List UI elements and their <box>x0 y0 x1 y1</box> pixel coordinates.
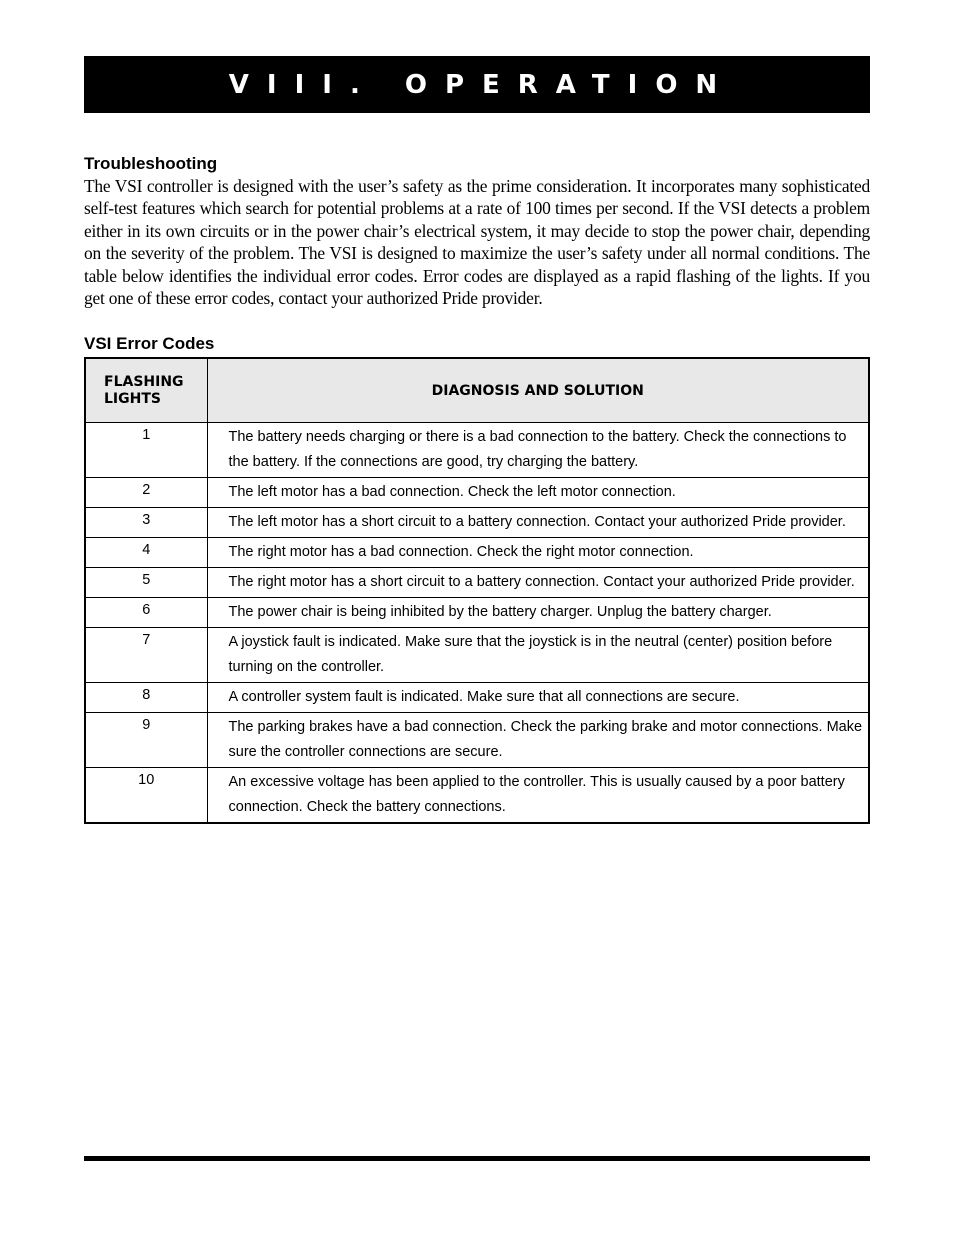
diagnosis-text: A controller system fault is indicated. Make sure that all connections are secure. <box>207 683 869 713</box>
table-row <box>85 628 869 683</box>
flash-count-cell <box>85 568 207 598</box>
flash-count: 10 <box>138 772 155 788</box>
footer-rule <box>84 1156 870 1161</box>
flash-count: 8 <box>142 687 151 703</box>
table-row <box>85 768 869 824</box>
flash-count: 6 <box>142 602 151 618</box>
flash-count-cell <box>85 683 207 713</box>
flash-count-cell <box>85 628 207 683</box>
diagnosis-text: The power chair is being inhibited by the battery charger. Unplug the battery charger. <box>207 598 869 628</box>
section-banner <box>84 56 870 113</box>
flash-count-cell <box>85 768 207 824</box>
table-row <box>85 423 869 478</box>
column-header-diagnosis: DIAGNOSIS AND SOLUTION <box>207 358 869 423</box>
table-row <box>85 478 869 508</box>
flash-count-cell <box>85 508 207 538</box>
banner-title: VIII. OPERATION <box>228 69 736 100</box>
flash-count: 9 <box>142 717 151 733</box>
troubleshooting-heading: Troubleshooting <box>84 154 218 173</box>
table-row <box>85 713 869 768</box>
flash-count-cell <box>85 598 207 628</box>
diagnosis-text: The right motor has a short circuit to a battery connection. Contact your authorized Pride provider. <box>207 568 869 598</box>
diagnosis-text: The left motor has a short circuit to a battery connection. Contact your authorized Pride provider. <box>207 508 869 538</box>
flash-count-cell <box>85 423 207 478</box>
diagnosis-text: The parking brakes have a bad connection. Check the parking brake and motor connections. Make sure the controller connections are secure. <box>207 713 869 768</box>
table-row <box>85 598 869 628</box>
diagnosis-text: The left motor has a bad connection. Check the left motor connection. <box>207 478 869 508</box>
troubleshooting-paragraph: The VSI controller is designed with the user’s safety as the prime consideration. It incorporates many sophisticated self-test features which search for potential problems at a rate of 100 times per second. If the VSI detects a problem either in its own circuits or in the power chair’s electrical system, it may decide to stop the power chair, depending on the severity of the problem. The VSI is designed to maximize the user’s safety under all normal conditions. The table below identifies the individual error codes. Error codes are displayed as a rapid flashing of the lights. If you get one of these error codes, contact your authorized Pride provider. <box>84 176 870 309</box>
diagnosis-text: The battery needs charging or there is a bad connection to the battery. Check the connections to the battery. If the connections are good, try charging the battery. <box>207 423 869 478</box>
table-header-row <box>85 358 869 423</box>
table-row <box>85 568 869 598</box>
table-row <box>85 683 869 713</box>
diagnosis-text: The right motor has a bad connection. Check the right motor connection. <box>207 538 869 568</box>
table-row <box>85 508 869 538</box>
diagnosis-text: A joystick fault is indicated. Make sure that the joystick is in the neutral (center) position before turning on the controller. <box>207 628 869 683</box>
column-header-flashing-lights: FLASHING LIGHTS <box>85 358 207 423</box>
flash-count: 4 <box>142 542 151 558</box>
flash-count-cell <box>85 713 207 768</box>
flash-count: 3 <box>142 512 151 528</box>
error-codes-table <box>84 357 870 824</box>
table-row <box>85 538 869 568</box>
flash-count-cell <box>85 538 207 568</box>
diagnosis-text: An excessive voltage has been applied to the controller. This is usually caused by a poor battery connection. Check the battery connections. <box>207 768 869 824</box>
flash-count: 1 <box>142 427 151 443</box>
error-codes-heading: VSI Error Codes <box>84 334 215 353</box>
flash-count: 5 <box>142 572 151 588</box>
flash-count: 7 <box>142 632 151 648</box>
flash-count-cell <box>85 478 207 508</box>
flash-count: 2 <box>142 482 151 498</box>
